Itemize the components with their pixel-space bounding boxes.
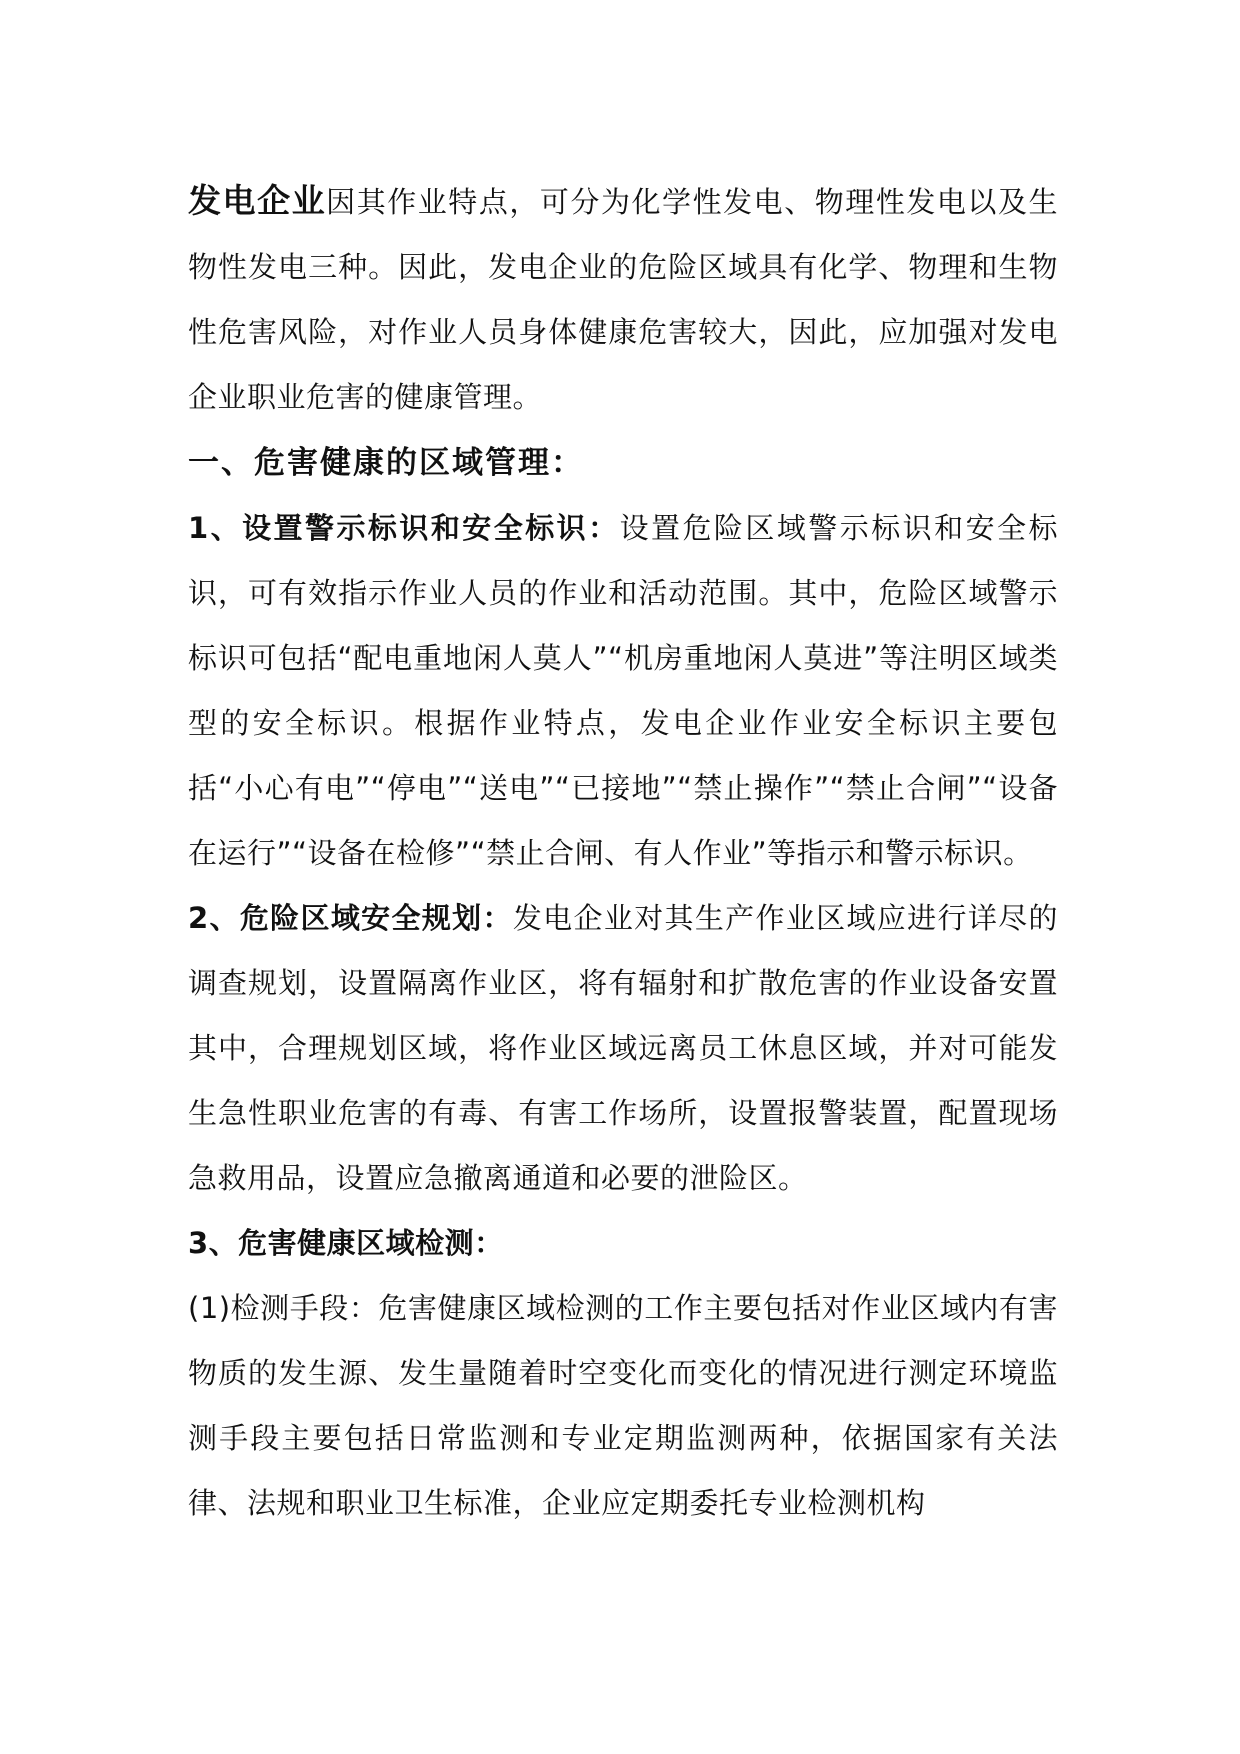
section-heading: 一、危害健康的区域管理： bbox=[188, 445, 584, 481]
item-warning-signs bbox=[188, 496, 1058, 886]
item-safety-planning-text: 发电企业对其生产作业区域应进行详尽的调查规划，设置隔离作业区，将有辐射和扩散危害的作业设备安置其中，合理规划区域，将作业区域远离员工休息区域，并对可能发生急性职业危害的有毒、有害工作场所，设置报警装置，配置现场急救用品，设置应急撤离通道和必要的泄险区。 bbox=[188, 901, 1058, 1195]
intro-text: 因其作业特点，可分为化学性发电、物理性发电以及生物性发电三种。因此，发电企业的危险区域具有化学、物理和生物性危害风险，对作业人员身体健康危害较大，因此，应加强对发电企业职业危害的健康管理。 bbox=[188, 185, 1058, 414]
document-body bbox=[188, 168, 1058, 1536]
item-warning-signs-label: 1、设置警示标识和安全标识： bbox=[188, 511, 620, 545]
detection-means-paragraph: (1)检测手段：危害健康区域检测的工作主要包括对作业区域内有害物质的发生源、发生量随着时空变化而变化的情况进行测定环境监测手段主要包括日常监测和专业定期监测两种，依据国家有关法律、法规和职业卫生标准，企业应定期委托专业检测机构 bbox=[188, 1291, 1058, 1520]
item-area-detection bbox=[188, 1211, 1058, 1276]
item-safety-planning bbox=[188, 886, 1058, 1211]
item-warning-signs-text: 设置危险区域警示标识和安全标识，可有效指示作业人员的作业和活动范围。其中，危险区域警示标识可包括“配电重地闲人莫人”“机房重地闲人莫进”等注明区域类型的安全标识。根据作业特点，发电企业作业安全标识主要包括“小心有电”“停电”“送电”“已接地”“禁止操作”“禁止合闸”“设备在运行”“设备在检修”“禁止合闸、有人作业”等指示和警示标识。 bbox=[188, 511, 1058, 870]
item-area-detection-label: 3、危害健康区域检测： bbox=[188, 1226, 504, 1260]
intro-paragraph bbox=[188, 168, 1058, 430]
item-safety-planning-label: 2、危险区域安全规划： bbox=[188, 901, 513, 935]
intro-lead-term: 发电企业 bbox=[188, 181, 327, 220]
